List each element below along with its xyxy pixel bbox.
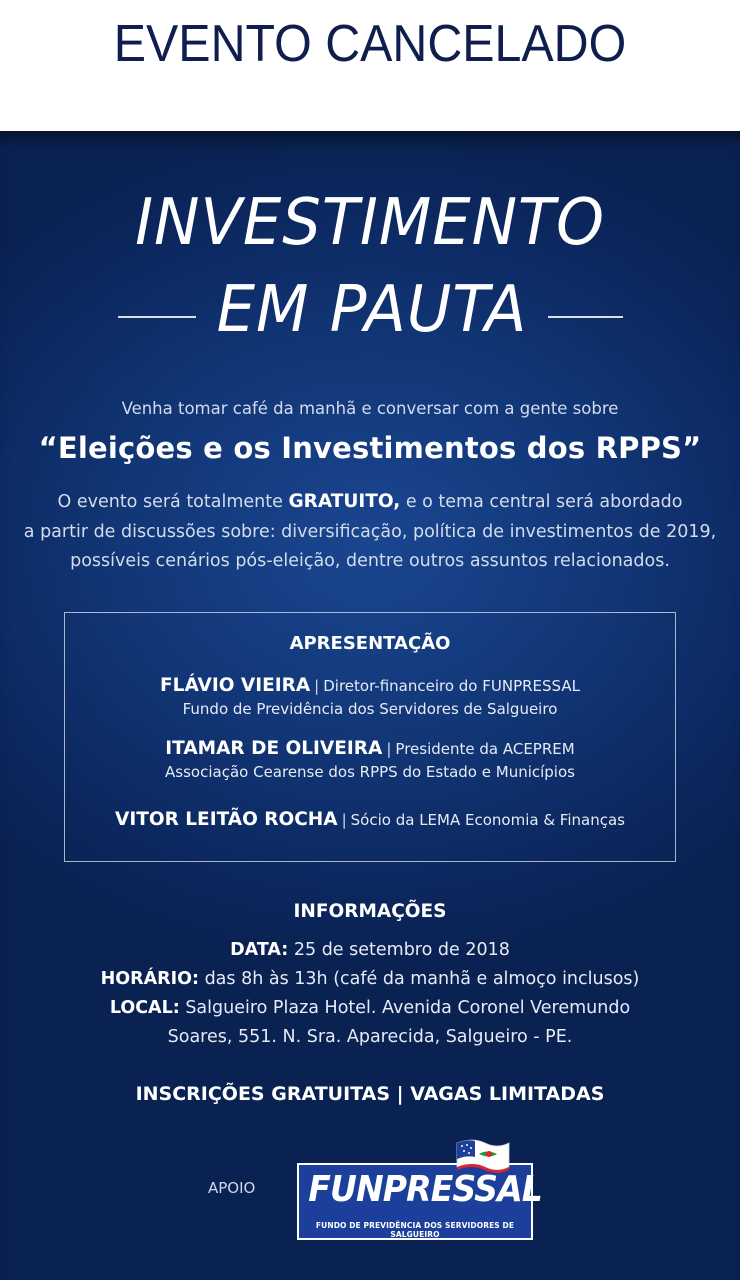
speaker-org: Fundo de Previdência dos Servidores de Salgueiro bbox=[182, 700, 558, 718]
desc-part2: e o tema central será abordado bbox=[400, 492, 683, 512]
headline-line2: EM PAUTA bbox=[216, 273, 528, 347]
cancel-title: EVENTO CANCELADO bbox=[113, 15, 627, 73]
intro-text: Venha tomar café da manhã e conversar com a gente sobre bbox=[121, 399, 619, 418]
logo-subtitle: FUNDO DE PREVIDÊNCIA DOS SERVIDORES DE SALGUEIRO bbox=[315, 1221, 515, 1239]
info-title: INFORMAÇÕES bbox=[293, 901, 447, 922]
info-time bbox=[0, 969, 740, 989]
speaker-role: Presidente da ACEPREM bbox=[395, 740, 575, 758]
event-description bbox=[20, 487, 720, 577]
municipal-flag-icon bbox=[453, 1137, 513, 1177]
headline-line1: INVESTIMENTO bbox=[135, 186, 605, 260]
topic-title: “Eleições e os Investimentos dos RPPS” bbox=[38, 431, 702, 465]
headline-rule-right bbox=[548, 316, 623, 318]
speaker-separator: | bbox=[341, 811, 347, 829]
speaker-1 bbox=[65, 675, 675, 718]
cancel-banner bbox=[0, 0, 740, 131]
speaker-role: Sócio da LEMA Economia & Finanças bbox=[350, 811, 625, 829]
speaker-name: ITAMAR DE OLIVEIRA bbox=[165, 738, 383, 759]
speaker-name: FLÁVIO VIEIRA bbox=[160, 675, 311, 696]
date-label: DATA: bbox=[230, 940, 289, 960]
desc-line2: a partir de discussões sobre: diversificação, política de investimentos de 2019, bbox=[23, 521, 717, 542]
speaker-org: Associação Cearense dos RPPS do Estado e Municípios bbox=[165, 763, 575, 781]
location-value: Salgueiro Plaza Hotel. Avenida Coronel Veremundo bbox=[179, 998, 631, 1018]
time-label: HORÁRIO: bbox=[100, 969, 200, 989]
desc-free: GRATUITO, bbox=[288, 491, 401, 512]
speaker-role: Diretor-financeiro do FUNPRESSAL bbox=[323, 677, 580, 695]
logo-wordmark: FUNPRESSAL bbox=[308, 1169, 542, 1210]
time-value: das 8h às 13h (café da manhã e almoço inclusos) bbox=[199, 969, 640, 989]
speaker-3 bbox=[65, 809, 675, 830]
desc-part1: O evento será totalmente bbox=[57, 492, 289, 512]
location-label: LOCAL: bbox=[109, 998, 180, 1018]
registration-note: INSCRIÇÕES GRATUITAS | VAGAS LIMITADAS bbox=[135, 1083, 605, 1105]
headline-line2-row bbox=[0, 273, 740, 353]
info-date bbox=[0, 940, 740, 960]
speaker-name: VITOR LEITÃO ROCHA bbox=[115, 809, 338, 830]
desc-line3: possíveis cenários pós-eleição, dentre outros assuntos relacionados. bbox=[70, 551, 670, 571]
presentation-title: APRESENTAÇÃO bbox=[289, 633, 451, 654]
location-value-2: Soares, 551. N. Sra. Aparecida, Salgueiro - PE. bbox=[167, 1027, 573, 1047]
support-label: APOIO bbox=[208, 1179, 256, 1197]
headline-rule-left bbox=[118, 316, 196, 318]
funpressal-logo bbox=[297, 1137, 542, 1240]
speaker-2 bbox=[65, 738, 675, 781]
info-location-2 bbox=[0, 1027, 740, 1047]
date-value: 25 de setembro de 2018 bbox=[288, 940, 510, 960]
presentation-box bbox=[64, 612, 676, 862]
top-decoration bbox=[352, 125, 412, 129]
event-flyer bbox=[0, 131, 740, 1280]
speaker-separator: | bbox=[386, 740, 392, 758]
speaker-separator: | bbox=[314, 677, 320, 695]
info-location bbox=[0, 998, 740, 1018]
